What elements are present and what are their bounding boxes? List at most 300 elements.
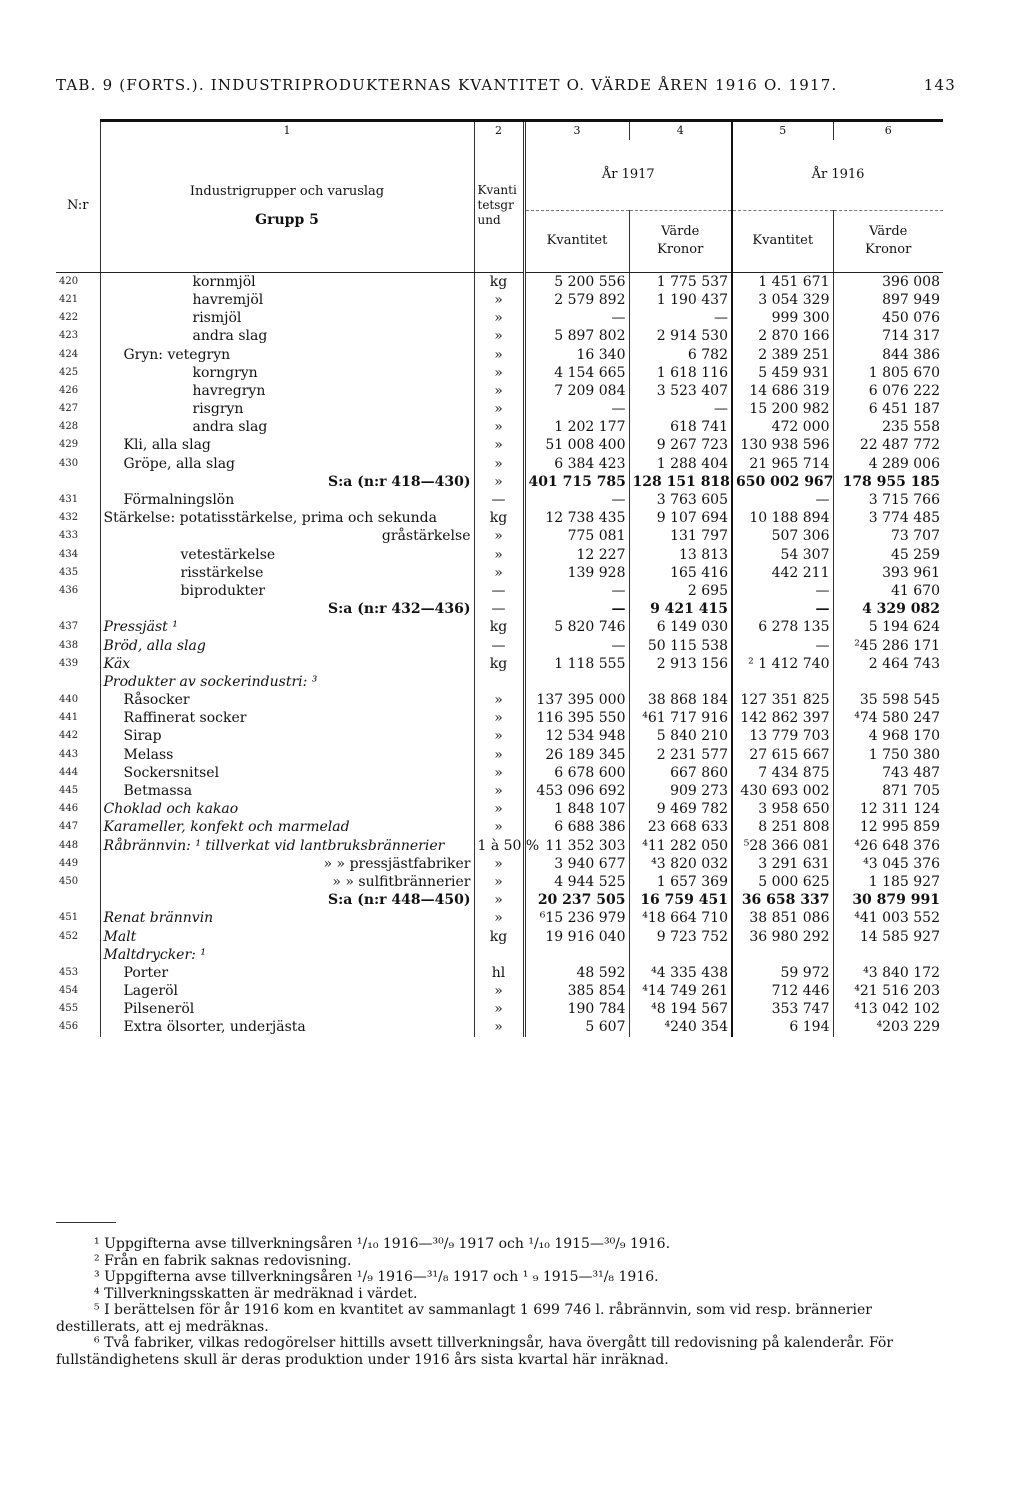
value-1916: 235 558 <box>833 418 943 436</box>
row-label: Käx <box>100 655 474 673</box>
header-kronor-1917: Kronor <box>657 242 704 258</box>
quantity-1917: — <box>524 600 629 618</box>
value-1917: 9 421 415 <box>629 600 732 618</box>
table-row <box>56 455 943 473</box>
value-1916: 4 968 170 <box>833 727 943 745</box>
quantity-1916: 3 054 329 <box>732 291 833 309</box>
value-1916: 6 451 187 <box>833 400 943 418</box>
row-label: risstärkelse <box>100 564 474 582</box>
header-year-1917: År 1917 <box>524 140 732 210</box>
value-1916: 45 259 <box>833 546 943 564</box>
value-1916: ⁴203 229 <box>833 1018 943 1036</box>
col-number-1: 1 <box>100 122 474 140</box>
table-row <box>56 709 943 727</box>
value-1917: 1 288 404 <box>629 455 732 473</box>
value-1917: 2 914 530 <box>629 327 732 345</box>
row-unit: » <box>474 309 524 327</box>
row-unit: » <box>474 345 524 363</box>
row-label: Produkter av sockerindustri: ³ <box>100 673 474 691</box>
value-1916: 41 670 <box>833 582 943 600</box>
quantity-1916: 8 251 808 <box>732 818 833 836</box>
value-1916: 35 598 545 <box>833 691 943 709</box>
row-label: Malt <box>100 927 474 945</box>
value-1917: ⁴3 820 032 <box>629 855 732 873</box>
col-number-4: 4 <box>629 122 732 140</box>
quantity-1916: 38 851 086 <box>732 909 833 927</box>
row-unit: kg <box>474 618 524 636</box>
value-1917: — <box>629 400 732 418</box>
quantity-1917: 12 227 <box>524 546 629 564</box>
value-1917: 165 416 <box>629 564 732 582</box>
value-1916: 871 705 <box>833 782 943 800</box>
table-row <box>56 982 943 1000</box>
row-unit: kg <box>474 655 524 673</box>
quantity-1917: 26 189 345 <box>524 746 629 764</box>
quantity-1916: 14 686 319 <box>732 382 833 400</box>
quantity-1917: 7 209 084 <box>524 382 629 400</box>
quantity-1917: 2 579 892 <box>524 291 629 309</box>
row-unit: » <box>474 982 524 1000</box>
table-row <box>56 327 943 345</box>
value-1917: 9 267 723 <box>629 436 732 454</box>
value-1916: ²45 286 171 <box>833 636 943 654</box>
quantity-1917: 20 237 505 <box>524 891 629 909</box>
value-1917: ⁴8 194 567 <box>629 1000 732 1018</box>
row-unit: » <box>474 818 524 836</box>
row-unit: » <box>474 746 524 764</box>
quantity-1917: 4 154 665 <box>524 364 629 382</box>
row-label: S:a (n:r 432—436) <box>100 600 474 618</box>
table-row <box>56 927 943 945</box>
table-row <box>56 345 943 363</box>
quantity-1917: 51 008 400 <box>524 436 629 454</box>
value-1917: 131 797 <box>629 527 732 545</box>
row-label: Maltdrycker: ¹ <box>100 946 474 964</box>
table-row <box>56 782 943 800</box>
quantity-1916 <box>732 673 833 691</box>
table-row <box>56 382 943 400</box>
row-number: 446 <box>59 803 79 815</box>
quantity-1916: 21 965 714 <box>732 455 833 473</box>
row-unit: » <box>474 327 524 345</box>
value-1916: 4 289 006 <box>833 455 943 473</box>
footnotes <box>56 1236 946 1368</box>
quantity-1917: 3 940 677 <box>524 855 629 873</box>
row-unit: » <box>474 727 524 745</box>
value-1917: 3 523 407 <box>629 382 732 400</box>
row-unit: » <box>474 1000 524 1018</box>
value-1917: ⁴4 335 438 <box>629 964 732 982</box>
row-label: Betmassa <box>100 782 474 800</box>
value-1916: ⁴21 516 203 <box>833 982 943 1000</box>
value-1916: 1 185 927 <box>833 873 943 891</box>
row-unit: » <box>474 909 524 927</box>
row-unit: » <box>474 527 524 545</box>
value-1916: 3 774 485 <box>833 509 943 527</box>
value-1917: 909 273 <box>629 782 732 800</box>
row-number: 455 <box>59 1003 79 1015</box>
row-number: 429 <box>59 439 79 451</box>
value-1916: ⁴3 045 376 <box>833 855 943 873</box>
row-number <box>56 673 100 691</box>
value-1916: 14 585 927 <box>833 927 943 945</box>
quantity-1917 <box>524 946 629 964</box>
row-number: 426 <box>59 384 79 396</box>
value-1917: 1 775 537 <box>629 272 732 291</box>
value-1917: 1 618 116 <box>629 364 732 382</box>
row-label: Pressjäst ¹ <box>100 618 474 636</box>
quantity-1916: 6 194 <box>732 1018 833 1036</box>
col-number-5: 5 <box>732 122 833 140</box>
value-1917: — <box>629 309 732 327</box>
value-1917: 2 913 156 <box>629 655 732 673</box>
quantity-1917: 1 202 177 <box>524 418 629 436</box>
quantity-1916: 3 958 650 <box>732 800 833 818</box>
row-unit: kg <box>474 272 524 291</box>
row-label: vetestärkelse <box>100 546 474 564</box>
running-head-title: TAB. 9 (FORTS.). INDUSTRIPRODUKTERNAS KVANTITET O. VÄRDE ÅREN 1916 O. 1917. <box>56 76 838 94</box>
quantity-1916: 3 291 631 <box>732 855 833 873</box>
running-head <box>56 76 956 94</box>
quantity-1917: 48 592 <box>524 964 629 982</box>
row-unit: » <box>474 473 524 491</box>
quantity-1916: 36 980 292 <box>732 927 833 945</box>
table-row <box>56 673 943 691</box>
quantity-1917: 116 395 550 <box>524 709 629 727</box>
row-number: 449 <box>59 857 79 869</box>
quantity-1917: 5 200 556 <box>524 272 629 291</box>
row-number <box>56 946 100 964</box>
row-label: Gröpe, alla slag <box>100 455 474 473</box>
quantity-1916: 10 188 894 <box>732 509 833 527</box>
quantity-1916: 7 434 875 <box>732 764 833 782</box>
value-1917: ⁴14 749 261 <box>629 982 732 1000</box>
header-year-1916: År 1916 <box>732 140 943 210</box>
value-1916: 897 949 <box>833 291 943 309</box>
value-1916: ⁴41 003 552 <box>833 909 943 927</box>
quantity-1916: 142 862 397 <box>732 709 833 727</box>
value-1917: 5 840 210 <box>629 727 732 745</box>
row-unit: — <box>474 491 524 509</box>
row-label: gråstärkelse <box>100 527 474 545</box>
row-label: Raffinerat socker <box>100 709 474 727</box>
table-row <box>56 564 943 582</box>
row-label: havremjöl <box>100 291 474 309</box>
value-1917: 618 741 <box>629 418 732 436</box>
value-1916: 22 487 772 <box>833 436 943 454</box>
quantity-1916: 27 615 667 <box>732 746 833 764</box>
row-unit: » <box>474 291 524 309</box>
row-number: 444 <box>59 766 79 778</box>
row-unit: » <box>474 691 524 709</box>
quantity-1916: — <box>732 636 833 654</box>
quantity-1916: 59 972 <box>732 964 833 982</box>
value-1917: ⁴240 354 <box>629 1018 732 1036</box>
value-1916: 30 879 991 <box>833 891 943 909</box>
row-number <box>56 891 100 909</box>
table-row <box>56 837 943 855</box>
row-unit: kg <box>474 927 524 945</box>
header-group <box>100 140 474 272</box>
value-1916 <box>833 946 943 964</box>
table-row <box>56 727 943 745</box>
row-unit: — <box>474 600 524 618</box>
value-1916: 6 076 222 <box>833 382 943 400</box>
quantity-1916: 650 002 967 <box>732 473 833 491</box>
row-label: Råsocker <box>100 691 474 709</box>
quantity-1917: 4 944 525 <box>524 873 629 891</box>
quantity-1916: 130 938 596 <box>732 436 833 454</box>
quantity-1916: 2 389 251 <box>732 345 833 363</box>
row-number <box>56 600 100 618</box>
footnote-1: ¹ Uppgifterna avse tillverkningsåren ¹/₁₀ 1916—³⁰/₉ 1917 och ¹/₁₀ 1915—³⁰/₉ 1916. <box>94 1236 671 1252</box>
row-label: Renat brännvin <box>100 909 474 927</box>
row-label: » » sulfitbrännerier <box>100 873 474 891</box>
table-row <box>56 891 943 909</box>
quantity-1917: 1 848 107 <box>524 800 629 818</box>
value-1917: 9 107 694 <box>629 509 732 527</box>
quantity-1917: ⁶15 236 979 <box>524 909 629 927</box>
row-unit: » <box>474 800 524 818</box>
row-unit: » <box>474 364 524 382</box>
header-group-title: Industrigrupper och varuslag <box>189 183 385 199</box>
value-1917: 3 763 605 <box>629 491 732 509</box>
quantity-1916: 999 300 <box>732 309 833 327</box>
quantity-1917: 12 738 435 <box>524 509 629 527</box>
header-value-1917 <box>629 210 732 272</box>
table-row <box>56 309 943 327</box>
table-row <box>56 436 943 454</box>
header-value-label-1917: Värde <box>661 224 700 240</box>
row-number: 448 <box>59 839 79 851</box>
row-unit: — <box>474 636 524 654</box>
quantity-1916: 430 693 002 <box>732 782 833 800</box>
quantity-1916: 127 351 825 <box>732 691 833 709</box>
value-1916: 1 805 670 <box>833 364 943 382</box>
footnote-3: ³ Uppgifterna avse tillverkningsåren ¹/₉ 1916—³¹/₈ 1917 och ¹ ₉ 1915—³¹/₈ 1916. <box>94 1269 659 1285</box>
value-1917: 2 231 577 <box>629 746 732 764</box>
quantity-1916: — <box>732 582 833 600</box>
row-number: 450 <box>59 875 79 887</box>
row-number: 423 <box>59 330 79 342</box>
row-label: havregryn <box>100 382 474 400</box>
value-1917: ⁴18 664 710 <box>629 909 732 927</box>
table-row <box>56 873 943 891</box>
table-row <box>56 946 943 964</box>
quantity-1917: 190 784 <box>524 1000 629 1018</box>
header-quantity-1917: Kvantitet <box>524 210 629 272</box>
row-label: andra slag <box>100 327 474 345</box>
table-row <box>56 691 943 709</box>
quantity-1916: 507 306 <box>732 527 833 545</box>
row-number: 435 <box>59 566 79 578</box>
header-value-1916 <box>833 210 943 272</box>
quantity-1917: — <box>524 636 629 654</box>
quantity-1917: — <box>524 491 629 509</box>
quantity-1917: 16 340 <box>524 345 629 363</box>
value-1916: 844 386 <box>833 345 943 363</box>
table-row <box>56 291 943 309</box>
quantity-1916 <box>732 946 833 964</box>
quantity-1917: — <box>524 582 629 600</box>
row-unit: » <box>474 782 524 800</box>
value-1916: 12 311 124 <box>833 800 943 818</box>
row-unit: » <box>474 455 524 473</box>
row-number: 440 <box>59 694 79 706</box>
quantity-1917: 5 820 746 <box>524 618 629 636</box>
value-1917: 50 115 538 <box>629 636 732 654</box>
value-1916: ⁴13 042 102 <box>833 1000 943 1018</box>
table-row <box>56 400 943 418</box>
quantity-1916: 442 211 <box>732 564 833 582</box>
col-number-3: 3 <box>524 122 629 140</box>
value-1917: 6 149 030 <box>629 618 732 636</box>
value-1917: 6 782 <box>629 345 732 363</box>
row-number: 451 <box>59 912 79 924</box>
row-number <box>56 473 100 491</box>
row-label: andra slag <box>100 418 474 436</box>
row-label: Förmalningslön <box>100 491 474 509</box>
table-row <box>56 909 943 927</box>
table-body <box>56 272 943 1036</box>
row-unit: » <box>474 382 524 400</box>
header-value-label-1916: Värde <box>869 224 908 240</box>
row-unit: » <box>474 891 524 909</box>
value-1917: 667 860 <box>629 764 732 782</box>
row-label: Kli, alla slag <box>100 436 474 454</box>
table-row <box>56 818 943 836</box>
row-unit: hl <box>474 964 524 982</box>
value-1917: 1 190 437 <box>629 291 732 309</box>
table-row <box>56 964 943 982</box>
quantity-1917: 19 916 040 <box>524 927 629 945</box>
row-unit: » <box>474 564 524 582</box>
row-label: Karameller, konfekt och marmelad <box>100 818 474 836</box>
row-label: Melass <box>100 746 474 764</box>
row-number: 447 <box>59 821 79 833</box>
quantity-1916: 353 747 <box>732 1000 833 1018</box>
row-label: risgryn <box>100 400 474 418</box>
row-number: 432 <box>59 512 79 524</box>
value-1916: 450 076 <box>833 309 943 327</box>
value-1917: 9 469 782 <box>629 800 732 818</box>
quantity-1916: 1 451 671 <box>732 272 833 291</box>
data-table <box>56 122 943 1037</box>
footnote-4: ⁴ Tillverkningsskatten är medräknad i värdet. <box>94 1285 418 1302</box>
value-1916: ⁴74 580 247 <box>833 709 943 727</box>
quantity-1917: 1 118 555 <box>524 655 629 673</box>
row-label: Porter <box>100 964 474 982</box>
row-number: 434 <box>59 548 79 560</box>
row-label: Sirap <box>100 727 474 745</box>
row-unit: » <box>474 1018 524 1036</box>
quantity-1917: 401 715 785 <box>524 473 629 491</box>
row-label: rismjöl <box>100 309 474 327</box>
row-number: 420 <box>59 275 79 287</box>
row-label: Bröd, alla slag <box>100 636 474 654</box>
row-label: biprodukter <box>100 582 474 600</box>
table-row <box>56 600 943 618</box>
quantity-1917: 6 678 600 <box>524 764 629 782</box>
value-1916: 3 715 766 <box>833 491 943 509</box>
page-number: 143 <box>923 76 956 94</box>
row-unit: » <box>474 546 524 564</box>
quantity-1916: ⁵28 366 081 <box>732 837 833 855</box>
table-row <box>56 618 943 636</box>
quantity-1916: 5 459 931 <box>732 364 833 382</box>
value-1917: 128 151 818 <box>629 473 732 491</box>
quantity-1917: 6 688 386 <box>524 818 629 836</box>
row-label: Choklad och kakao <box>100 800 474 818</box>
table-row <box>56 473 943 491</box>
quantity-1917 <box>524 673 629 691</box>
value-1917: 9 723 752 <box>629 927 732 945</box>
quantity-1916: ² 1 412 740 <box>732 655 833 673</box>
table-row <box>56 1000 943 1018</box>
row-unit <box>474 946 524 964</box>
quantity-1916: 15 200 982 <box>732 400 833 418</box>
footnote-rule <box>56 1222 116 1223</box>
quantity-1917: 139 928 <box>524 564 629 582</box>
quantity-1917: 6 384 423 <box>524 455 629 473</box>
header-kronor-1916: Kronor <box>865 242 912 258</box>
quantity-1916: 6 278 135 <box>732 618 833 636</box>
row-label: Pilseneröl <box>100 1000 474 1018</box>
value-1917: ⁴11 282 050 <box>629 837 732 855</box>
quantity-1917: 775 081 <box>524 527 629 545</box>
row-number: 421 <box>59 293 79 305</box>
value-1917 <box>629 946 732 964</box>
table-row <box>56 509 943 527</box>
value-1917: ⁴61 717 916 <box>629 709 732 727</box>
value-1916 <box>833 673 943 691</box>
row-label: Sockersnitsel <box>100 764 474 782</box>
table-row <box>56 855 943 873</box>
row-number: 433 <box>59 530 79 542</box>
row-number: 445 <box>59 785 79 797</box>
row-number: 427 <box>59 403 79 415</box>
row-number: 437 <box>59 621 79 633</box>
quantity-1916: 54 307 <box>732 546 833 564</box>
quantity-1917: 137 395 000 <box>524 691 629 709</box>
footnote-5: ⁵ I berättelsen för år 1916 kom en kvantitet av sammanlagt 1 699 746 l. råbrännvin, som vid resp. brännerier destillerats, att ej medräknas. <box>56 1302 872 1335</box>
value-1917: 1 657 369 <box>629 873 732 891</box>
row-number: 424 <box>59 348 79 360</box>
row-unit: » <box>474 764 524 782</box>
header-nr: N:r <box>56 140 100 272</box>
row-unit: » <box>474 400 524 418</box>
value-1916: 73 707 <box>833 527 943 545</box>
row-label: Extra ölsorter, underjästa <box>100 1018 474 1036</box>
header-quantity-1916: Kvantitet <box>732 210 833 272</box>
row-number: 443 <box>59 748 79 760</box>
value-1917: 2 695 <box>629 582 732 600</box>
col-number-2: 2 <box>474 122 524 140</box>
value-1916: 178 955 185 <box>833 473 943 491</box>
row-number: 453 <box>59 966 79 978</box>
value-1916: 5 194 624 <box>833 618 943 636</box>
row-label: Lageröl <box>100 982 474 1000</box>
quantity-1917: 5 897 802 <box>524 327 629 345</box>
row-label: kornmjöl <box>100 272 474 291</box>
header-basis: Kvantitetsgrund <box>474 140 524 272</box>
col-number-6: 6 <box>833 122 943 140</box>
table-row <box>56 364 943 382</box>
header-row-1 <box>56 140 943 210</box>
quantity-1916: 5 000 625 <box>732 873 833 891</box>
row-number: 454 <box>59 985 79 997</box>
column-number-row <box>56 122 943 140</box>
